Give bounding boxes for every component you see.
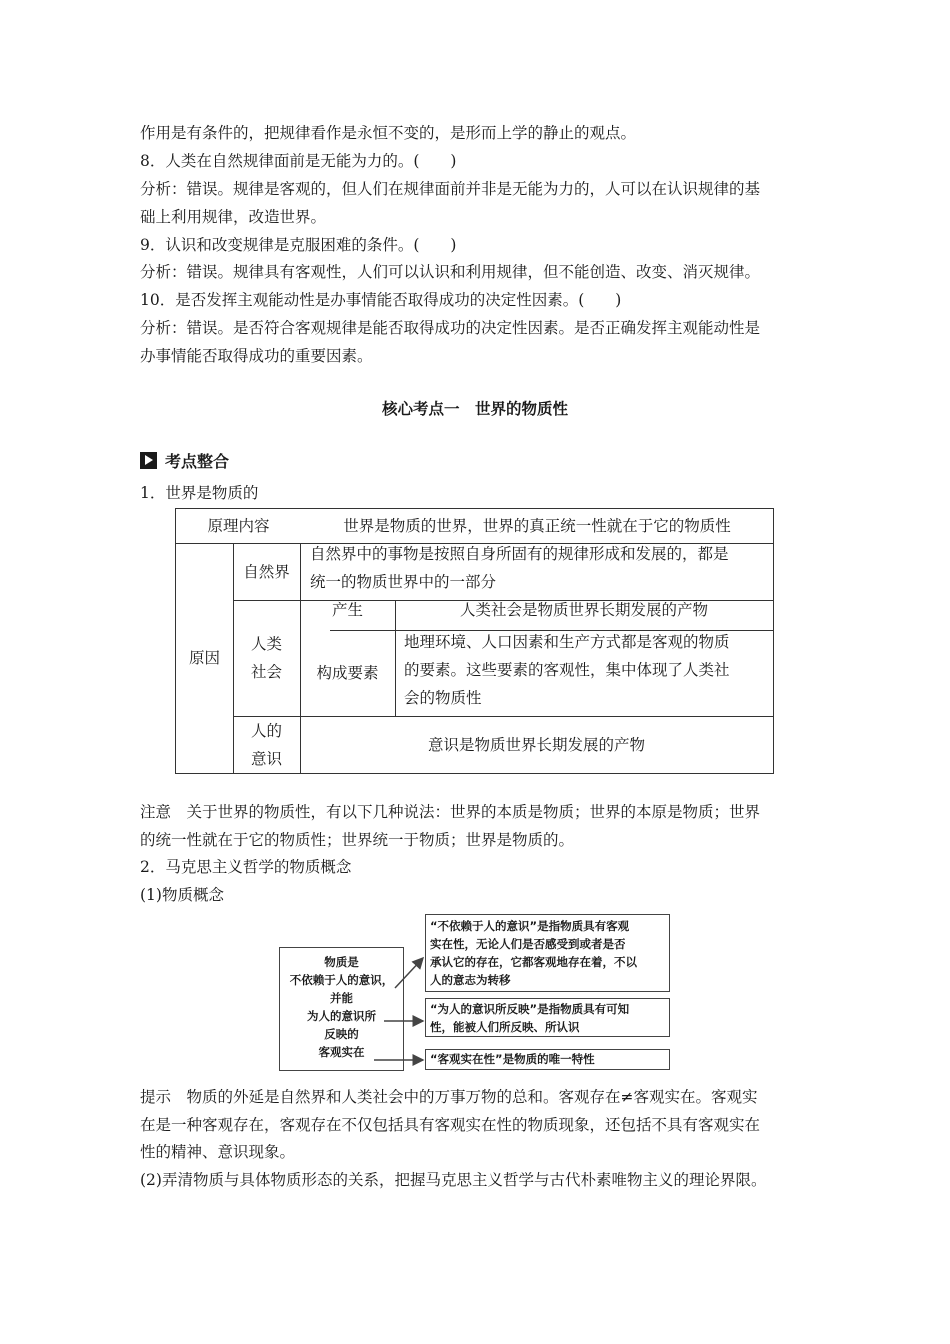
explanation-line: “客观实在性”是物质的唯一特性 bbox=[430, 1052, 595, 1066]
explanation-line: 承认它的存在，它都客观地存在着，不以 bbox=[430, 955, 637, 969]
definition-line: 客观实在 bbox=[318, 1045, 365, 1059]
nature-text-line: 统一的物质世界中的一部分 bbox=[310, 573, 497, 591]
nature-text-line: 自然界中的事物是按照自身所固有的规律形成和发展的，都是 bbox=[310, 545, 729, 563]
text-line: 作用是有条件的，把规律看作是永恒不变的，是形而上学的静止的观点。 bbox=[140, 124, 637, 142]
hint-line-2: 在是一种客观存在，客观存在不仅包括具有客观实在性的物质现象，还包括不具有客观实在 bbox=[140, 1116, 761, 1134]
analysis-9: 分析：错误。规律具有客观性，人们可以认识和利用规律，但不能创造、改变、消灭规律。 bbox=[140, 263, 761, 281]
item-2-1-heading: (1)物质概念 bbox=[140, 886, 224, 904]
society-label-line: 人类 bbox=[250, 635, 282, 653]
definition-line: 不依赖于人的意识， bbox=[289, 973, 394, 987]
society-label-line: 社会 bbox=[250, 663, 282, 681]
question-8: 8．人类在自然规律面前是无能为力的。( ) bbox=[140, 152, 457, 170]
analysis-8-line-1: 分析：错误。规律是客观的，但人们在规律面前并非是无能为力的，人可以在认识规律的基 bbox=[140, 180, 761, 198]
reason-label: 原因 bbox=[188, 649, 220, 667]
consciousness-label-line: 人的 bbox=[250, 721, 282, 740]
analysis-10-line-1: 分析：错误。是否符合客观规律是能否取得成功的决定性因素。是否正确发挥主观能动性是 bbox=[140, 319, 761, 337]
analysis-8-line-2: 础上利用规律，改造世界。 bbox=[140, 208, 327, 226]
elements-text-line: 会的物质性 bbox=[404, 689, 482, 707]
elements-text-line: 地理环境、人口因素和生产方式都是客观的物质 bbox=[404, 633, 730, 651]
item-1-heading: 1．世界是物质的 bbox=[140, 484, 259, 502]
note-line-1: 注意 关于世界的物质性，有以下几种说法：世界的本质是物质；世界的本原是物质；世界 bbox=[140, 803, 761, 821]
note-line-2: 的统一性就在于它的物质性；世界统一于物质；世界是物质的。 bbox=[140, 831, 575, 849]
item-2-heading: 2．马克思主义哲学的物质概念 bbox=[140, 858, 352, 876]
elements-text-line: 的要素。这些要素的客观性，集中体现了人类社 bbox=[404, 661, 730, 679]
subsection-label: 考点整合 bbox=[165, 451, 230, 471]
explanation-line: 实在性，无论人们是否感受到或者是否 bbox=[430, 937, 626, 951]
definition-line: 反映的 bbox=[324, 1027, 359, 1041]
explanation-line: 人的意志为转移 bbox=[430, 973, 511, 987]
hint-line-1: 提示 物质的外延是自然界和人类社会中的万事万物的总和。客观存在≠客观实在。客观实 bbox=[140, 1088, 758, 1106]
origin-text: 人类社会是物质世界长期发展的产物 bbox=[459, 601, 708, 619]
explanation-line: “为人的意识所反映”是指物质具有可知 bbox=[430, 1002, 630, 1016]
question-10: 10．是否发挥主观能动性是办事情能否取得成功的决定性因素。( ) bbox=[140, 291, 622, 309]
nature-label: 自然界 bbox=[243, 562, 290, 581]
explanation-line: “不依赖于人的意识”是指物质具有客观 bbox=[430, 919, 630, 933]
question-9: 9．认识和改变规律是克服困难的条件。( ) bbox=[140, 236, 457, 254]
origin-label: 产生 bbox=[331, 601, 363, 619]
consciousness-text: 意识是物质世界长期发展的产物 bbox=[427, 735, 645, 754]
hint-line-3: 性的精神、意识现象。 bbox=[140, 1143, 296, 1161]
explanation-line: 性，能被人们所反映、所认识 bbox=[430, 1020, 580, 1034]
analysis-10-line-2: 办事情能否取得成功的重要因素。 bbox=[140, 347, 373, 365]
item-2-2-heading: (2)弄清物质与具体物质形态的关系，把握马克思主义哲学与古代朴素唯物主义的理论界限。 bbox=[140, 1171, 767, 1189]
definition-line: 物质是 bbox=[324, 955, 359, 969]
definition-line: 并能 bbox=[330, 991, 353, 1005]
definition-line: 为人的意识所 bbox=[307, 1009, 376, 1023]
principle-label: 原理内容 bbox=[207, 517, 270, 535]
elements-label: 构成要素 bbox=[316, 664, 379, 682]
principle-text: 世界是物质的世界，世界的真正统一性就在于它的物质性 bbox=[343, 517, 731, 535]
section-title: 核心考点一 世界的物质性 bbox=[381, 400, 568, 418]
consciousness-label-line: 意识 bbox=[250, 749, 282, 768]
arrow-to-box-1 bbox=[395, 958, 423, 988]
